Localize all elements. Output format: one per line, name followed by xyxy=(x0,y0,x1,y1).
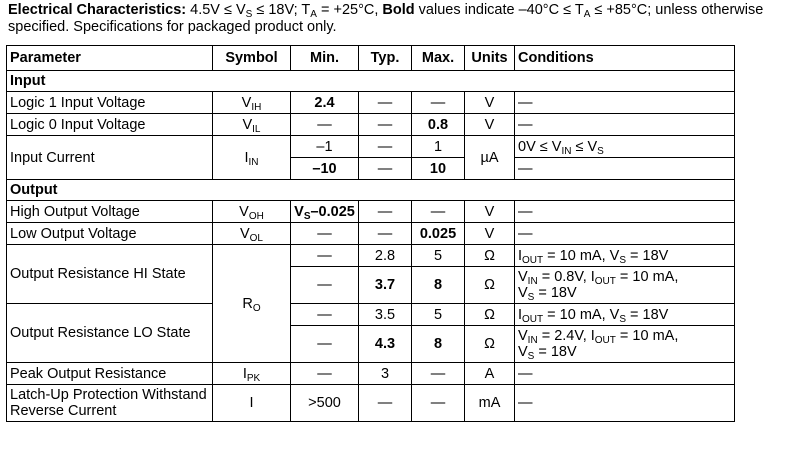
param-cell: Low Output Voltage xyxy=(7,223,213,245)
electrical-characteristics-table xyxy=(6,45,735,422)
cond-cell: — xyxy=(515,201,735,223)
table-row xyxy=(7,114,735,136)
typ-cell: — xyxy=(359,201,412,223)
max-cell: 10 xyxy=(412,158,465,180)
typ-cell: 2.8 xyxy=(359,245,412,267)
unit-cell: Ω xyxy=(465,304,515,326)
table-row xyxy=(7,136,735,158)
unit-cell: V xyxy=(465,92,515,114)
min-cell: — xyxy=(291,304,359,326)
symbol-cell: $V_{OL}$ xyxy=(213,223,291,245)
typ-cell: 3.5 xyxy=(359,304,412,326)
symbol-cell: $V_{OH}$ xyxy=(213,201,291,223)
param-cell: High Output Voltage xyxy=(7,201,213,223)
unit-cell: Ω xyxy=(465,245,515,267)
max-cell: — xyxy=(412,201,465,223)
param-cell: Peak Output Resistance xyxy=(7,363,213,385)
unit-cell: V xyxy=(465,201,515,223)
table-row xyxy=(7,245,735,267)
typ-cell: — xyxy=(359,114,412,136)
min-cell: — xyxy=(291,326,359,363)
typ-cell: — xyxy=(359,158,412,180)
max-cell: — xyxy=(412,385,465,422)
symbol-cell: I xyxy=(213,385,291,422)
symbol-cell: $V_{IH}$ xyxy=(213,92,291,114)
cond-cell: $V_{IN} = 2.4V$, $I_{OUT} = 10$ mA, $V_S = 18V$ xyxy=(515,326,735,363)
min-cell: — xyxy=(291,245,359,267)
table-caption: Electrical Characteristics: $4.5V \le V_S \le 18V$; $T_A = +25^\circ C$, Bold values indicate $-40^\circ C \le T_A \le +85^\circ C$; unless otherwise specified. Specifications for packaged product only. xyxy=(8,2,764,35)
unit-cell: Ω xyxy=(465,267,515,304)
max-cell: 0.8 xyxy=(412,114,465,136)
cond-cell: $V_{IN} = 0.8V$, $I_{OUT} = 10$ mA, $V_S = 18V$ xyxy=(515,267,735,304)
max-cell: 1 xyxy=(412,136,465,158)
table-row xyxy=(7,363,735,385)
header-conditions: Conditions xyxy=(515,46,735,71)
table-row xyxy=(7,223,735,245)
min-cell: –1 xyxy=(291,136,359,158)
symbol-cell: $R_O$ xyxy=(213,245,291,363)
table-row xyxy=(7,92,735,114)
typ-cell: — xyxy=(359,92,412,114)
cond-cell: $I_{OUT} = 10$ mA, $V_S = 18V$ xyxy=(515,304,735,326)
header-row xyxy=(7,46,735,71)
max-cell: 8 xyxy=(412,267,465,304)
cond-cell: — xyxy=(515,223,735,245)
max-cell: 5 xyxy=(412,304,465,326)
section-title: Input xyxy=(7,71,735,92)
unit-cell: Ω xyxy=(465,326,515,363)
header-max: Max. xyxy=(412,46,465,71)
cond-cell: — xyxy=(515,114,735,136)
min-cell: — xyxy=(291,363,359,385)
unit-cell: V xyxy=(465,114,515,136)
min-cell: –10 xyxy=(291,158,359,180)
header-parameter: Parameter xyxy=(7,46,213,71)
param-cell: Logic 1 Input Voltage xyxy=(7,92,213,114)
min-cell: — xyxy=(291,223,359,245)
cond-cell: — xyxy=(515,363,735,385)
unit-cell: µA xyxy=(465,136,515,180)
param-cell: Output Resistance HI State xyxy=(7,245,213,304)
header-units: Units xyxy=(465,46,515,71)
min-cell: 2.4 xyxy=(291,92,359,114)
cond-cell: — xyxy=(515,92,735,114)
min-cell: — xyxy=(291,114,359,136)
param-cell: Latch-Up Protection Withstand Reverse Current xyxy=(7,385,213,422)
cond-cell: $I_{OUT} = 10$ mA, $V_S = 18V$ xyxy=(515,245,735,267)
section-row-input xyxy=(7,71,735,92)
min-cell: — xyxy=(291,267,359,304)
typ-cell: — xyxy=(359,136,412,158)
typ-cell: 3.7 xyxy=(359,267,412,304)
max-cell: 8 xyxy=(412,326,465,363)
section-title: Output xyxy=(7,180,735,201)
header-min: Min. xyxy=(291,46,359,71)
cond-cell: — xyxy=(515,158,735,180)
typ-cell: — xyxy=(359,223,412,245)
table-row xyxy=(7,304,735,326)
header-typ: Typ. xyxy=(359,46,412,71)
symbol-cell: $I_{IN}$ xyxy=(213,136,291,180)
param-cell: Output Resistance LO State xyxy=(7,304,213,363)
symbol-cell: $V_{IL}$ xyxy=(213,114,291,136)
table-row xyxy=(7,201,735,223)
typ-cell: 3 xyxy=(359,363,412,385)
typ-cell: 4.3 xyxy=(359,326,412,363)
cond-cell: — xyxy=(515,385,735,422)
max-cell: — xyxy=(412,363,465,385)
min-cell: >500 xyxy=(291,385,359,422)
unit-cell: A xyxy=(465,363,515,385)
cond-cell: $0V \le V_{IN} \le V_S$ xyxy=(515,136,735,158)
header-symbol: Symbol xyxy=(213,46,291,71)
param-cell: Logic 0 Input Voltage xyxy=(7,114,213,136)
max-cell: 0.025 xyxy=(412,223,465,245)
symbol-cell: $I_{PK}$ xyxy=(213,363,291,385)
min-cell: $V_S-0.025$ xyxy=(291,201,359,223)
table-row xyxy=(7,385,735,422)
max-cell: 5 xyxy=(412,245,465,267)
unit-cell: V xyxy=(465,223,515,245)
typ-cell: — xyxy=(359,385,412,422)
section-row-output xyxy=(7,180,735,201)
unit-cell: mA xyxy=(465,385,515,422)
param-cell: Input Current xyxy=(7,136,213,180)
max-cell: — xyxy=(412,92,465,114)
